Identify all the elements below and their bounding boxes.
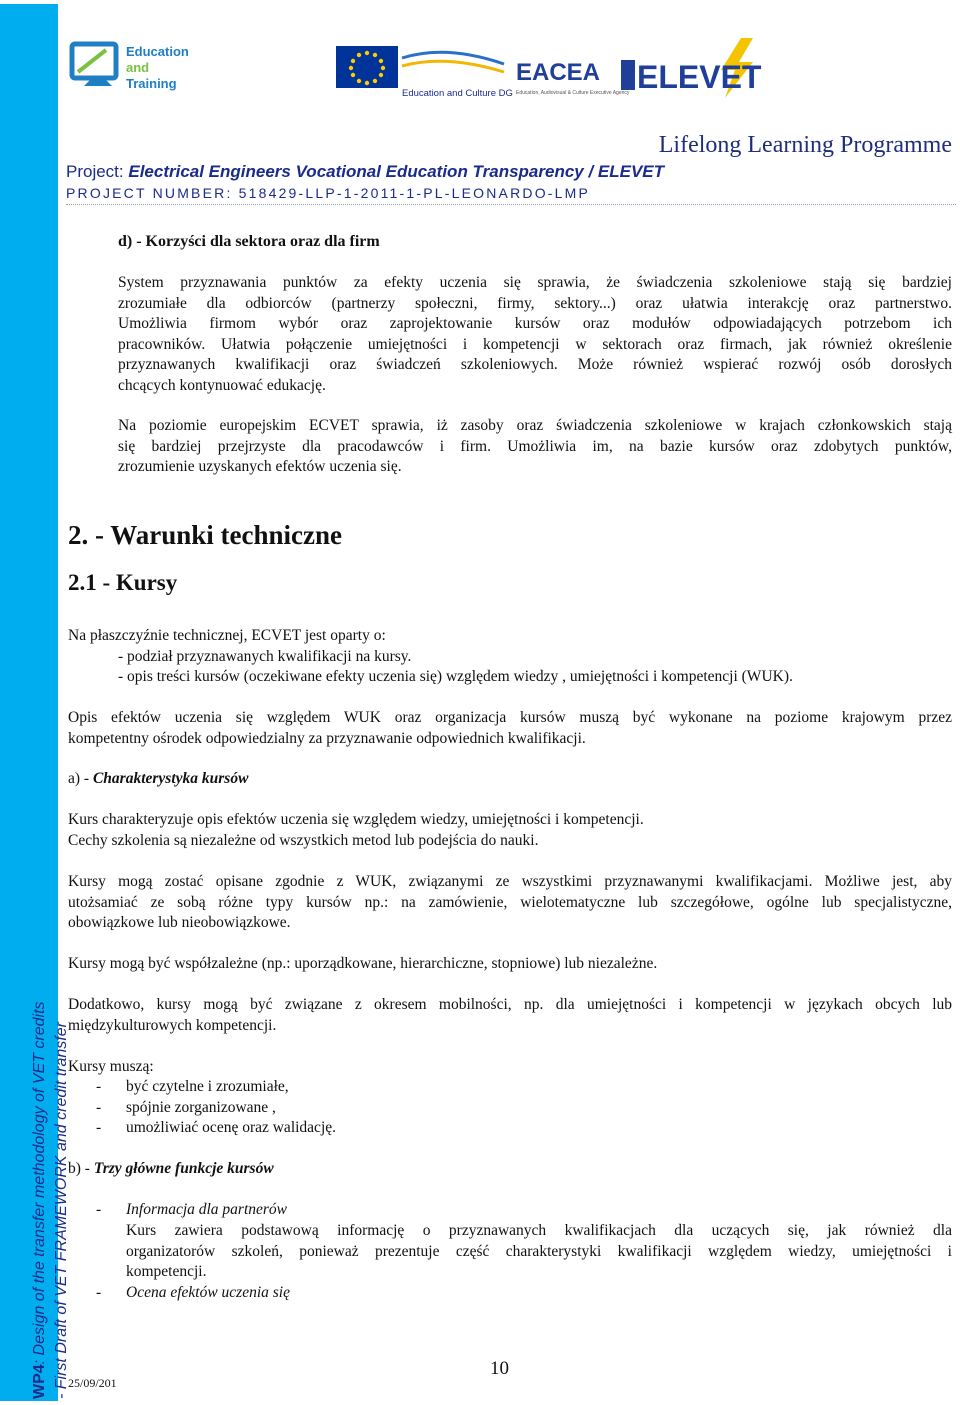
paragraph-course-types: [68, 872, 952, 934]
header-divider: [66, 204, 956, 205]
eat-word-3: Training: [126, 76, 177, 91]
text-line: Na poziomie europejskim ECVET sprawia, iż zasoby oraz świadczenia szkoleniowe w krajach członkowskich stają: [118, 417, 952, 434]
programme-title: Lifelong Learning Programme: [658, 132, 952, 158]
function-1-text: [126, 1221, 952, 1283]
eacea-wordmark: EACEA: [516, 59, 601, 86]
text-line: kompetentny ośrodek odpowiedzialny za przyznawanie odpowiednich kwalifikacji.: [68, 729, 586, 747]
section-a-title: Charakterystyka kursów: [92, 770, 249, 787]
text-line: się bardziej przejrzyste dla pracodawców i firm. Umożliwia im, na bazie kursów oraz zdobytych punktów,: [118, 437, 952, 455]
eu-education-culture-logo: [336, 44, 513, 100]
text-line: Umożliwia firmom wybór oraz zaprojektowanie kursów oraz modułów odpowiadających potrzebom ich: [118, 315, 952, 332]
section-2-heading: 2. - Warunki techniczne: [68, 520, 343, 550]
list-item: spójnie zorganizowane ,: [126, 1099, 276, 1116]
tech-item: - podział przyznawanych kwalifikacji na kursy.: [118, 648, 412, 665]
paragraph-mobility: [68, 995, 952, 1036]
text-line: kompetencji.: [126, 1263, 207, 1280]
section-a-heading: [68, 769, 248, 790]
list-bullet: -: [96, 1099, 102, 1116]
text-line: Dodatkowo, kursy mogą być związane z okresem mobilności, np. dla umiejętności i kompetencji w językach obcych lub: [68, 996, 952, 1013]
list-bullet: -: [96, 1119, 102, 1136]
paragraph-benefits: [118, 273, 952, 396]
sidebar-vertical-text: [29, 1001, 73, 1399]
education-training-logo: [66, 36, 206, 108]
text-line: pracowników. Ułatwia połączenie umiejętności i kompetencji w sektorach oraz firmach, jak również określenie: [118, 335, 952, 353]
project-title: Electrical Engineers Vocational Education Transparency / ELEVET: [128, 162, 665, 181]
sidebar-wp-title: : Design of the transfer methodology of VET credits: [31, 1001, 48, 1365]
text-line: utożsamiać ze sobą różne typy kursów np.: na zamówienie, wielotematyczne lub szczegółowe, ogólne lub specjalistyczne,: [68, 893, 952, 911]
text-line: Kursy mogą zostać opisane zgodnie z WUK, związanymi ze wszystkimi przyznawanymi kwalifikacjami. Możliwe jest, aby: [68, 873, 952, 890]
page-number: 10: [490, 1358, 509, 1379]
function-2-title: Ocena efektów uczenia się: [126, 1284, 290, 1301]
sidebar-band: [0, 4, 70, 1401]
text-line: zrozumiałe dla odbiorców (partnerzy społeczni, firmy, sektory...) oraz ułatwia interakcję oraz partnerstwo.: [118, 294, 952, 312]
section-b-prefix: b) -: [68, 1160, 94, 1177]
paragraph-wuk-description: [68, 708, 952, 749]
section-d-heading: d) - Korzyści dla sektora oraz dla firm: [118, 233, 380, 250]
text-line: organizatorów szkoleń, ponieważ prezentuje część charakterystyki kwalifikacji względem wiedzy, umiejętności i: [126, 1242, 952, 1260]
paragraph-interdependence: Kursy mogą być współzależne (np.: uporządkowane, hierarchiczne, stopniowe) lub niezależne.: [68, 955, 658, 972]
text-line: chcących kontynuować edukację.: [118, 376, 326, 394]
eat-word-2: and: [126, 60, 150, 75]
eat-word-1: Education: [126, 44, 189, 59]
list-item: umożliwiać ocenę oraz walidację.: [126, 1119, 336, 1136]
text-line: przyznawanych kwalifikacji oraz świadczeń szkoleniowych. Może również wspierać rozwój osób dorosłych: [118, 356, 952, 373]
section-b-heading: [68, 1159, 274, 1180]
eacea-caption: Education, Audiovisual & Culture Executive Agency: [516, 90, 630, 96]
sidebar-draft-title: - First Draft of VET FRAMEWORK and credit transfer: [53, 1022, 70, 1399]
tech-item: - opis treści kursów (oczekiwane efekty uczenia się) względem wiedzy , umiejętności i kompetencji (WUK).: [118, 668, 793, 685]
text-line: Cechy szkolenia są niezależne od wszystkich metod lub podejścia do nauki.: [68, 831, 539, 849]
elevet-logo: [621, 38, 781, 104]
list-item: być czytelne i zrozumiałe,: [126, 1078, 289, 1095]
section-b-title: Trzy główne funkcje kursów: [93, 1160, 274, 1177]
list-bullet: -: [96, 1284, 102, 1301]
function-1-title: Informacja dla partnerów: [126, 1201, 288, 1218]
elevet-wordmark: ELEVET: [637, 59, 762, 95]
section-a-prefix: a) -: [68, 770, 93, 787]
list-bullet: -: [96, 1078, 102, 1095]
monitor-icon: [66, 36, 206, 108]
text-line: zrozumienie uzyskanych efektów uczenia się.: [118, 458, 402, 475]
paragraph-course-characteristics: [68, 810, 952, 851]
project-number: PROJECT NUMBER: 518429-LLP-1-2011-1-PL-LEONARDO-LMP: [66, 185, 591, 201]
eacea-logo: [514, 52, 630, 100]
section-2-1-heading: 2.1 - Kursy: [68, 570, 178, 595]
eu-caption: Education and Culture DG: [402, 88, 513, 99]
text-line: Kurs zawiera podstawową informację o przyznawanych kwalifikacjach dla uczących się, jak również dla: [126, 1222, 952, 1239]
page-header: [66, 0, 956, 208]
must-intro: Kursy muszą:: [68, 1058, 154, 1075]
text-line: międzykulturowych kompetencji.: [68, 1016, 277, 1034]
list-bullet: -: [96, 1201, 102, 1218]
project-line: [66, 162, 664, 182]
project-label: Project:: [66, 162, 129, 181]
sidebar-wp-label: WP4: [31, 1364, 48, 1399]
text-line: Opis efektów uczenia się względem WUK oraz organizacja kursów muszą być wykonane na poziome krajowym przez: [68, 709, 952, 726]
text-line: obowiązkowe lub nieobowiązkowe.: [68, 914, 291, 931]
text-line: Kurs charakteryzuje opis efektów uczenia się względem wiedzy, umiejętności i kompetencji.: [68, 811, 644, 828]
text-line: System przyznawania punktów za efekty uczenia się sprawia, że świadczenia szkoleniowe stają się bardziej: [118, 274, 952, 291]
paragraph-european-level: [118, 416, 952, 478]
footer-date: 25/09/201: [68, 1376, 117, 1390]
tech-intro: Na płaszczyźnie technicznej, ECVET jest oparty o:: [68, 627, 386, 644]
